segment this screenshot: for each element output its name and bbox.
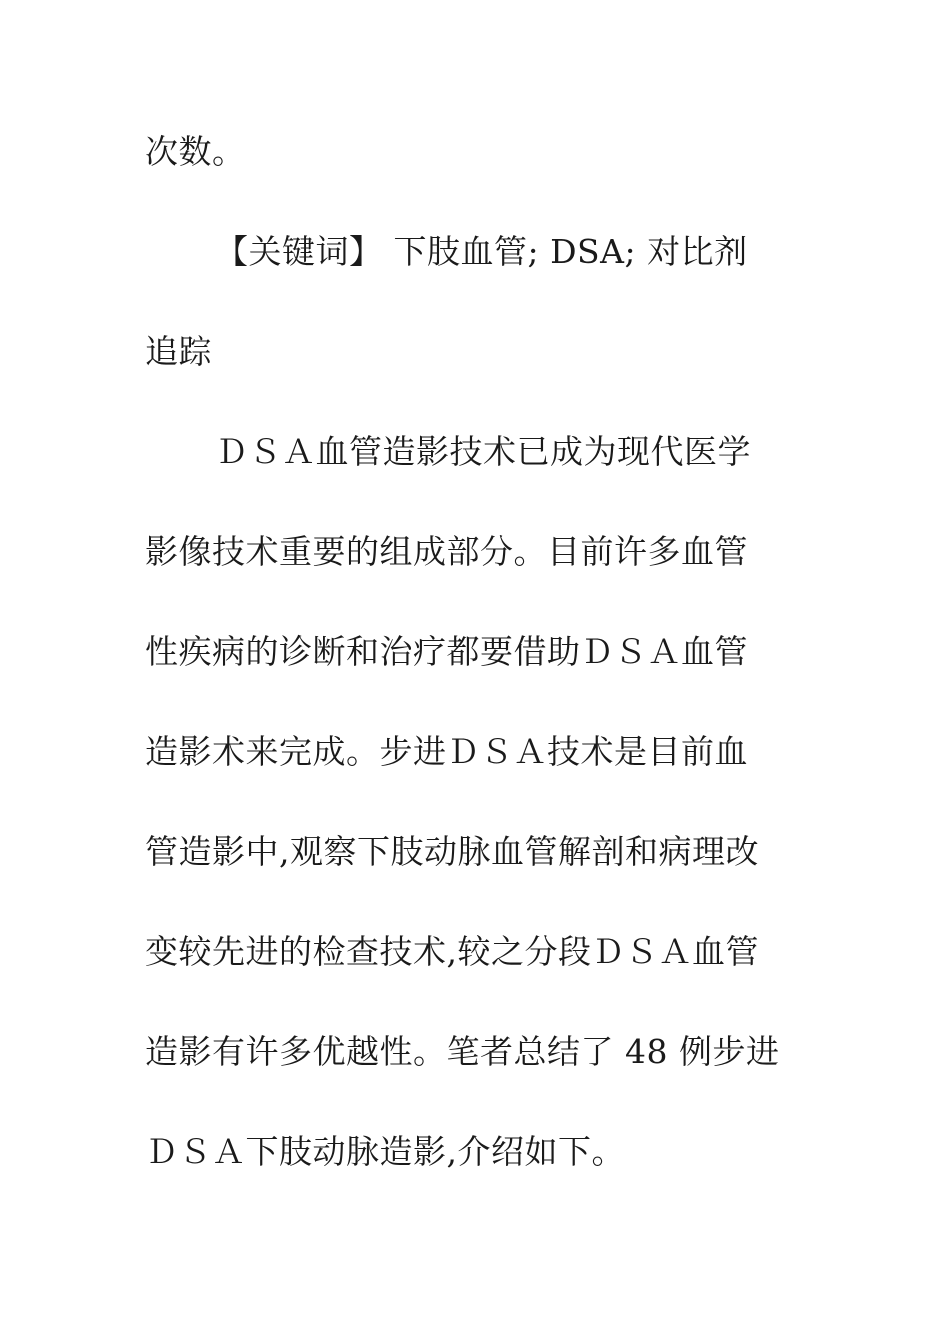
paragraph-first-line: ＤＳＡ血管造影技术已成为现代医学: [215, 432, 751, 471]
text-line: 次数。: [145, 132, 246, 171]
text-line: 造影有许多优越性。笔者总结了 48 例步进: [145, 1032, 780, 1071]
text-line: ＤＳＡ下肢动脉造影,介绍如下。: [145, 1132, 625, 1171]
text-line: 追踪: [145, 332, 212, 371]
text-line: 变较先进的检查技术,较之分段ＤＳＡ血管: [145, 932, 759, 971]
text-line: 影像技术重要的组成部分。目前许多血管: [145, 532, 748, 571]
text-line: 管造影中,观察下肢动脉血管解剖和病理改: [145, 832, 759, 871]
text-line: 性疾病的诊断和治疗都要借助ＤＳＡ血管: [145, 632, 748, 671]
keywords-line: 【关键词】 下肢血管; DSA; 对比剂: [215, 232, 748, 271]
text-line: 造影术来完成。步进ＤＳＡ技术是目前血: [145, 732, 748, 771]
